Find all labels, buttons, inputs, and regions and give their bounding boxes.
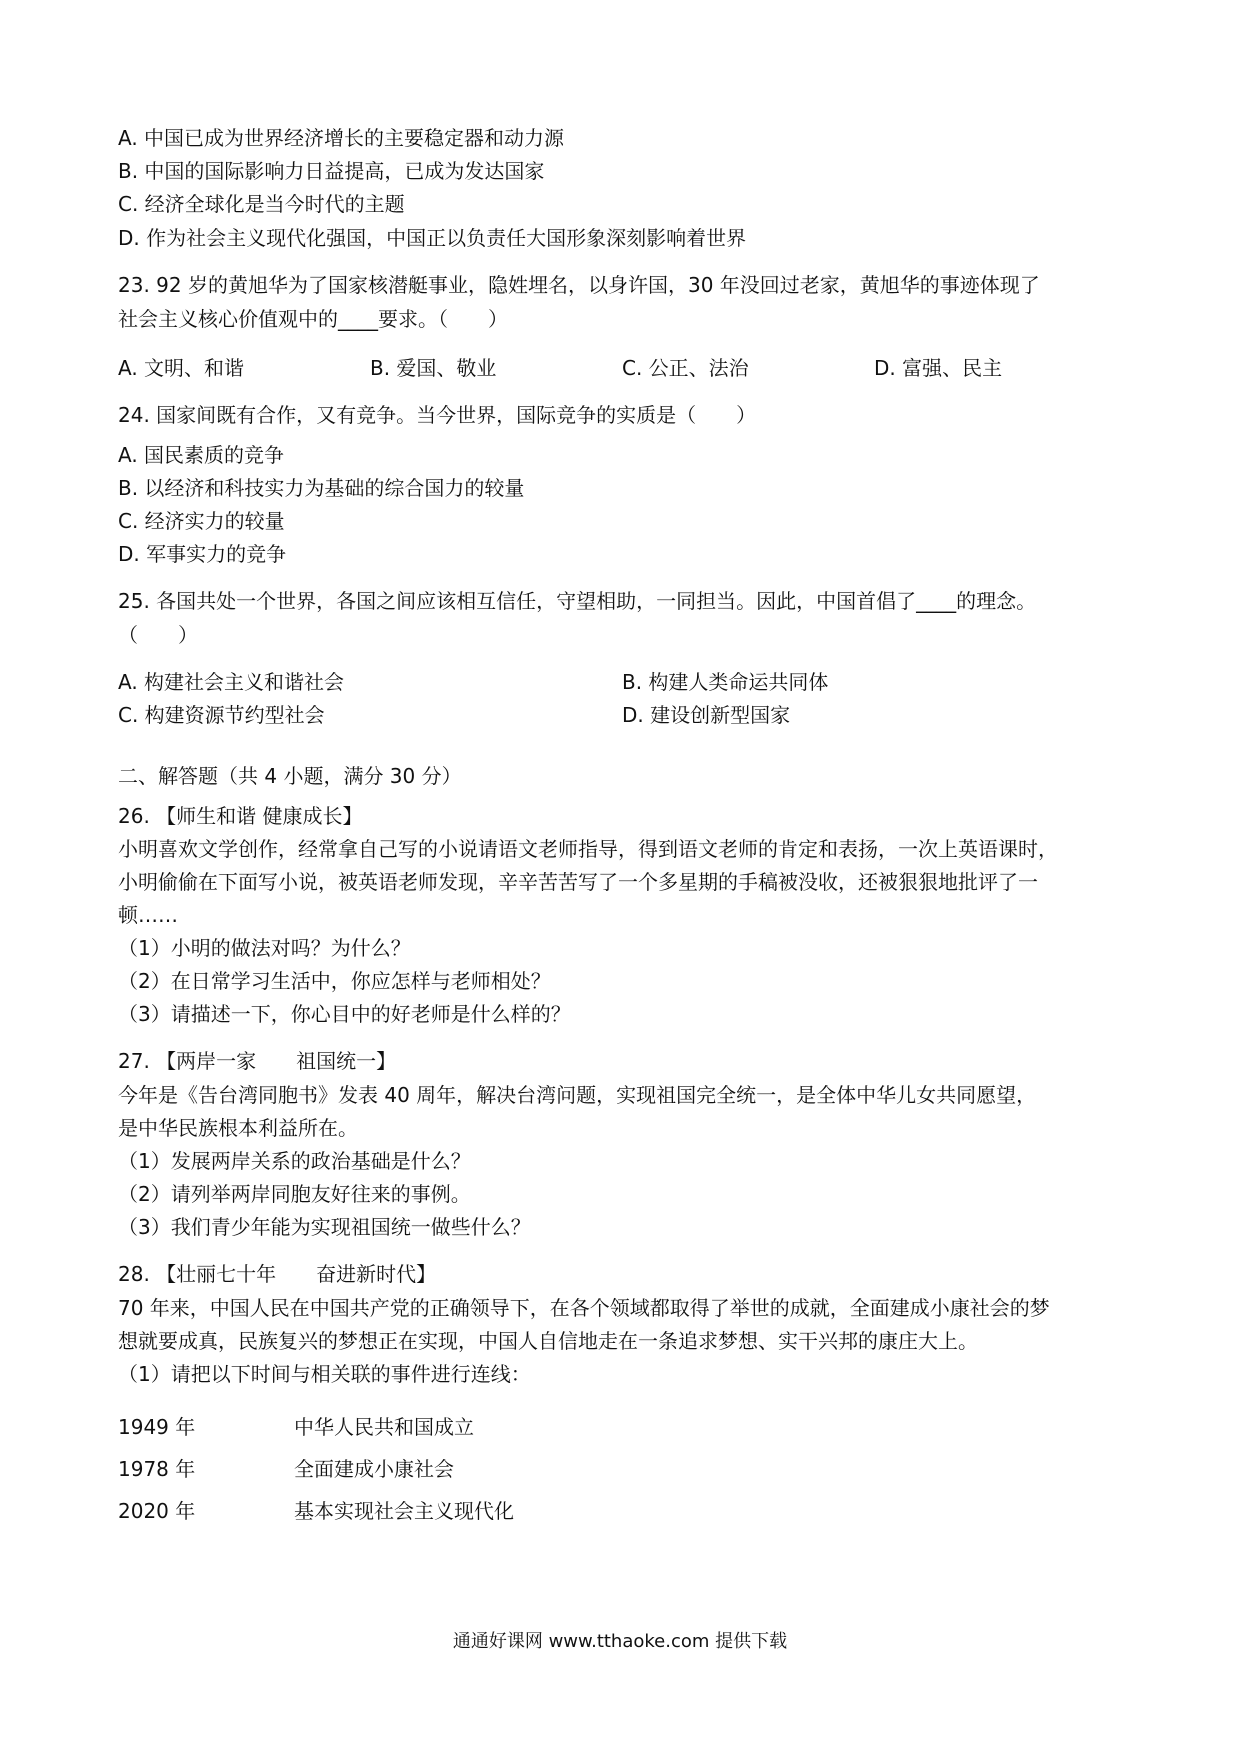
q28-title: 28. 【壮丽七十年 奋进新时代】 (118, 1262, 437, 1286)
q23-option-c: C. 公正、法治 (622, 356, 749, 380)
q26-title: 26. 【师生和谐 健康成长】 (118, 804, 363, 828)
q28-match-event: 全面建成小康社会 (294, 1457, 454, 1481)
q28-sub-question-1: （1）请把以下时间与相关联的事件进行连线： (118, 1362, 531, 1386)
q23-option-b: B. 爱国、敬业 (370, 356, 497, 380)
q26-sub-question-2: （2）在日常学习生活中，你应怎样与老师相处？ (118, 969, 551, 993)
q23-stem-line2: 社会主义核心价值观中的____要求。（ ） (118, 307, 508, 331)
q24-option-d: D. 军事实力的竞争 (118, 542, 287, 566)
q27-sub-question-1: （1）发展两岸关系的政治基础是什么？ (118, 1149, 471, 1173)
q26-paragraph-line3: 顿…… (118, 903, 178, 927)
q27-paragraph-line2: 是中华民族根本利益所在。 (118, 1116, 358, 1140)
q26-sub-question-1: （1）小明的做法对吗？为什么？ (118, 936, 411, 960)
q28-match-event: 中华人民共和国成立 (294, 1415, 474, 1439)
q26-paragraph-line2: 小明偷偷在下面写小说，被英语老师发现，辛辛苦苦写了一个多星期的手稿被没收，还被狠狠地批评了一 (118, 870, 1038, 894)
q25-option-c: C. 构建资源节约型社会 (118, 703, 325, 727)
q28-match-year: 2020 年 (118, 1499, 196, 1523)
q25-option-d: D. 建设创新型国家 (622, 703, 791, 727)
q28-paragraph-line2: 想就要成真，民族复兴的梦想正在实现，中国人自信地走在一条追求梦想、实干兴邦的康庄大上。 (118, 1329, 978, 1353)
q22-option-a: A. 中国已成为世界经济增长的主要稳定器和动力源 (118, 126, 565, 150)
q23-option-d: D. 富强、民主 (874, 356, 1003, 380)
q26-paragraph-line1: 小明喜欢文学创作，经常拿自己写的小说请语文老师指导，得到语文老师的肯定和表扬，一次上英语课时， (118, 837, 1058, 861)
q27-sub-question-3: （3）我们青少年能为实现祖国统一做些什么？ (118, 1215, 531, 1239)
q22-option-b: B. 中国的国际影响力日益提高，已成为发达国家 (118, 159, 545, 183)
q28-paragraph-line1: 70 年来，中国人民在中国共产党的正确领导下，在各个领域都取得了举世的成就，全面建成小康社会的梦 (118, 1296, 1050, 1320)
page-footer: 通通好课网 www.tthaoke.com 提供下载 (452, 1631, 788, 1652)
q24-option-c: C. 经济实力的较量 (118, 509, 285, 533)
q27-title: 27. 【两岸一家 祖国统一】 (118, 1049, 397, 1073)
section-heading: 二、解答题（共 4 小题，满分 30 分） (118, 764, 462, 788)
q23-stem-line1: 23. 92 岁的黄旭华为了国家核潜艇事业，隐姓埋名，以身许国，30 年没回过老家，黄旭华的事迹体现了 (118, 273, 1040, 297)
q22-option-d: D. 作为社会主义现代化强国，中国正以负责任大国形象深刻影响着世界 (118, 226, 747, 250)
q25-stem-line1: 25. 各国共处一个世界，各国之间应该相互信任，守望相助，一同担当。因此，中国首倡了____的理念。 (118, 589, 1037, 613)
q22-option-c: C. 经济全球化是当今时代的主题 (118, 192, 405, 216)
q24-option-a: A. 国民素质的竞争 (118, 443, 285, 467)
q23-option-a: A. 文明、和谐 (118, 356, 245, 380)
q28-match-year: 1949 年 (118, 1415, 196, 1439)
q27-sub-question-2: （2）请列举两岸同胞友好往来的事例。 (118, 1182, 471, 1206)
q26-sub-question-3: （3）请描述一下，你心目中的好老师是什么样的？ (118, 1002, 571, 1026)
q28-match-event: 基本实现社会主义现代化 (294, 1499, 514, 1523)
q24-option-b: B. 以经济和科技实力为基础的综合国力的较量 (118, 476, 525, 500)
q24-stem: 24. 国家间既有合作，又有竞争。当今世界，国际竞争的实质是（ ） (118, 403, 757, 427)
q28-match-year: 1978 年 (118, 1457, 196, 1481)
q27-paragraph-line1: 今年是《告台湾同胞书》发表 40 周年，解决台湾问题，实现祖国完全统一，是全体中华儿女共同愿望， (118, 1083, 1037, 1107)
q25-option-a: A. 构建社会主义和谐社会 (118, 670, 345, 694)
q25-option-b: B. 构建人类命运共同体 (622, 670, 829, 694)
q25-stem-line2: （ ） (118, 623, 198, 647)
